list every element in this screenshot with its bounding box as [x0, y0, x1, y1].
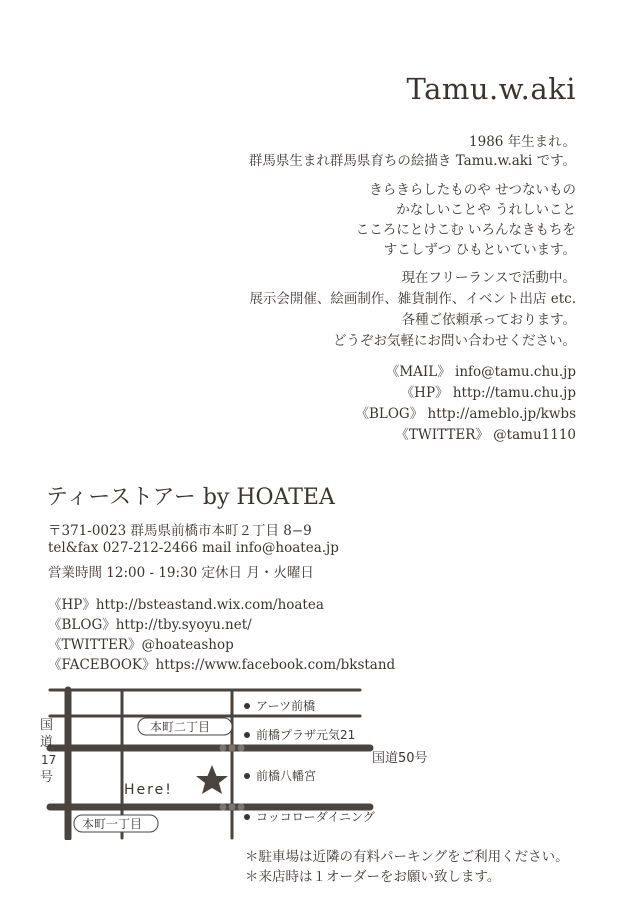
poem-line-3: こころにとけこむ いろんなきもちを [355, 222, 576, 238]
access-map [0, 680, 620, 840]
poem-line-4: すこしずつ ひもといています。 [383, 242, 576, 258]
shop-facebook-link[interactable]: 《FACEBOOK》https://www.facebook.com/bkstand [48, 657, 396, 673]
activity-line-2: 展示会開催、絵画制作、雑貨制作、イベント出店 etc. [249, 291, 576, 307]
activity-line-4: どうぞお気軽にお問い合わせください。 [333, 333, 576, 349]
shop-hp-link[interactable]: 《HP》http://bsteastand.wix.com/hoatea [48, 597, 324, 613]
activity-line-1: 現在フリーランスで活動中。 [401, 270, 576, 286]
bio-line-1: 1986 年生まれ。 [469, 134, 576, 150]
shop-address: 〒371-0023 群馬県前橋市本町２丁目 8−9 [48, 523, 312, 539]
artist-blog-link[interactable]: 《BLOG》 http://ameblo.jp/kwbs [355, 406, 576, 422]
hommachi2-label: 本町二丁目 [150, 720, 211, 734]
here-label: Here! [124, 782, 173, 798]
order-note: ＊来店時は１オーダーをお願い致します。 [245, 869, 501, 885]
shop-twitter-link[interactable]: 《TWITTER》@hoateashop [48, 637, 234, 653]
route50-label: 国道50号 [372, 751, 428, 766]
bio-line-2: 群馬県生まれ群馬県育ちの絵描き Tamu.w.aki です。 [248, 153, 576, 169]
route17-label-2: 道 [40, 735, 54, 750]
shop-location-star-icon [196, 765, 228, 794]
artist-mail-link[interactable]: 《MAIL》 info@tamu.chu.jp [385, 364, 576, 380]
hommachi1-label: 本町一丁目 [82, 817, 143, 831]
shop-hours: 営業時間 12:00 - 19:30 定休日 月・火曜日 [48, 565, 314, 581]
landmark-hachimangu: 前橋八幡宮 [256, 769, 317, 783]
artist-twitter-link[interactable]: 《TWITTER》 @tamu1110 [395, 427, 576, 443]
landmark-arts-maebashi: アーツ前橋 [256, 699, 316, 713]
poem-line-2: かなしいことや うれしいこと [396, 202, 576, 218]
shop-contact: tel&fax 027-212-2466 mail info@hoatea.jp [48, 540, 339, 556]
route17-label-4: 号 [40, 770, 54, 785]
route17-label-1: 国 [40, 718, 54, 733]
parking-note: ＊駐車場は近隣の有料パーキングをご利用ください。 [245, 849, 569, 865]
shop-blog-link[interactable]: 《BLOG》http://tby.syoyu.net/ [48, 617, 252, 633]
artist-hp-link[interactable]: 《HP》 http://tamu.chu.jp [400, 385, 576, 401]
artist-name: Tamu.w.aki [406, 72, 576, 106]
route17-label-3: 17 [41, 753, 57, 767]
poem-line-1: きらきらしたものや せつないもの [369, 182, 576, 198]
landmark-kokkoro-dining: コッコローダイニング [256, 810, 375, 824]
shop-name: ティーストアー by HOATEA [46, 485, 335, 510]
landmark-plaza-genki21: 前橋プラザ元気21 [256, 728, 356, 742]
activity-line-3: 各種ご依頼承っております。 [401, 312, 576, 328]
